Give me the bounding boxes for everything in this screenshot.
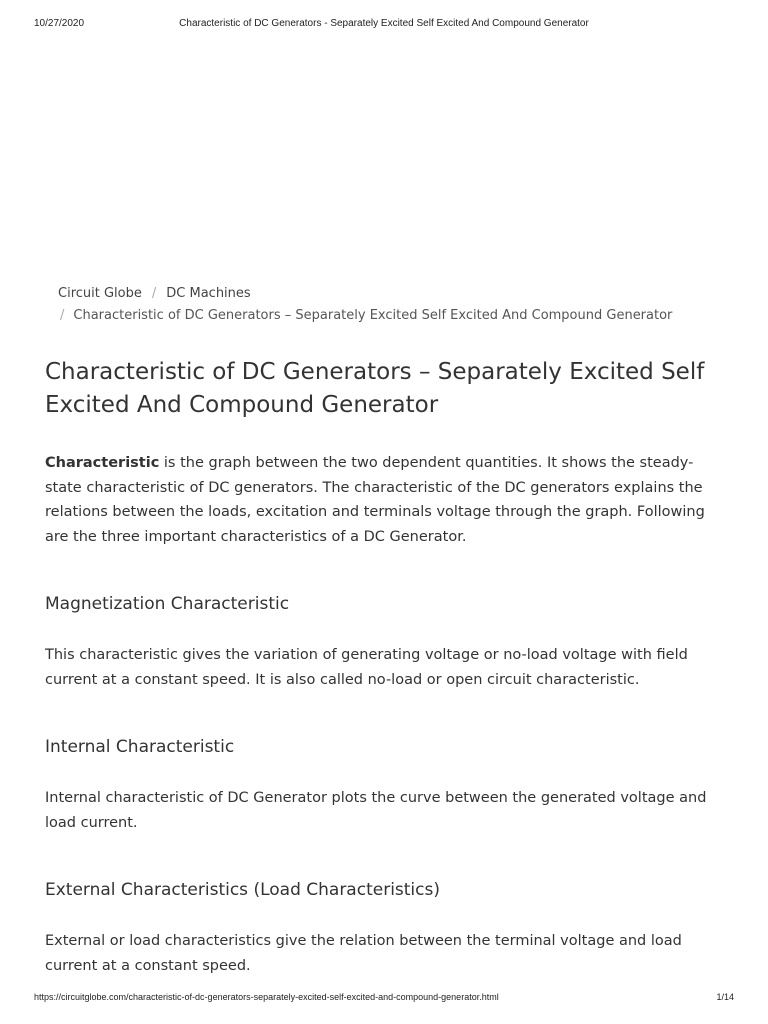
external-paragraph: External or load characteristics give the relation between the terminal voltage and load current at a constant speed. <box>45 933 682 974</box>
print-url: https://circuitglobe.com/characteristic-of-dc-generators-separately-excited-self-excited-and-compound-generator.html <box>34 992 499 1002</box>
breadcrumb-home-link[interactable]: Circuit Globe <box>58 286 142 301</box>
page-title: Characteristic of DC Generators – Separately Excited Self Excited And Compound Generator <box>45 359 705 418</box>
internal-heading: Internal Characteristic <box>45 737 235 757</box>
breadcrumb <box>58 283 738 327</box>
intro-paragraph <box>45 451 730 549</box>
article-content <box>45 451 730 978</box>
breadcrumb-current: Characteristic of DC Generators – Separately Excited Self Excited And Compound Generator <box>73 308 673 323</box>
breadcrumb-separator: / <box>60 308 65 323</box>
breadcrumb-category-link[interactable]: DC Machines <box>166 286 251 301</box>
intro-bold-term: Characteristic <box>45 455 160 471</box>
external-heading: External Characteristics (Load Characteristics) <box>45 880 440 900</box>
print-date: 10/27/2020 <box>34 18 85 29</box>
breadcrumb-line-2 <box>60 305 738 327</box>
magnetization-paragraph: This characteristic gives the variation of generating voltage or no-load voltage with field current at a constant speed. It is also called no-load or open circuit characteristic. <box>45 647 688 688</box>
print-page-title: Characteristic of DC Generators - Separately Excited Self Excited And Compound Generator <box>179 18 589 29</box>
breadcrumb-separator: / <box>151 286 157 301</box>
page-number: 1/14 <box>716 992 734 1002</box>
magnetization-heading: Magnetization Characteristic <box>45 594 290 614</box>
breadcrumb-line-1 <box>58 283 738 305</box>
internal-paragraph: Internal characteristic of DC Generator plots the curve between the generated voltage and load current. <box>45 790 707 831</box>
intro-text: is the graph between the two dependent quantities. It shows the steady-state characteristic of DC generators. The characteristic of the DC generators explains the relations between the loads, excitation and terminals voltage through the graph. Following are the three important characteristics of a DC Generator. <box>45 455 705 545</box>
